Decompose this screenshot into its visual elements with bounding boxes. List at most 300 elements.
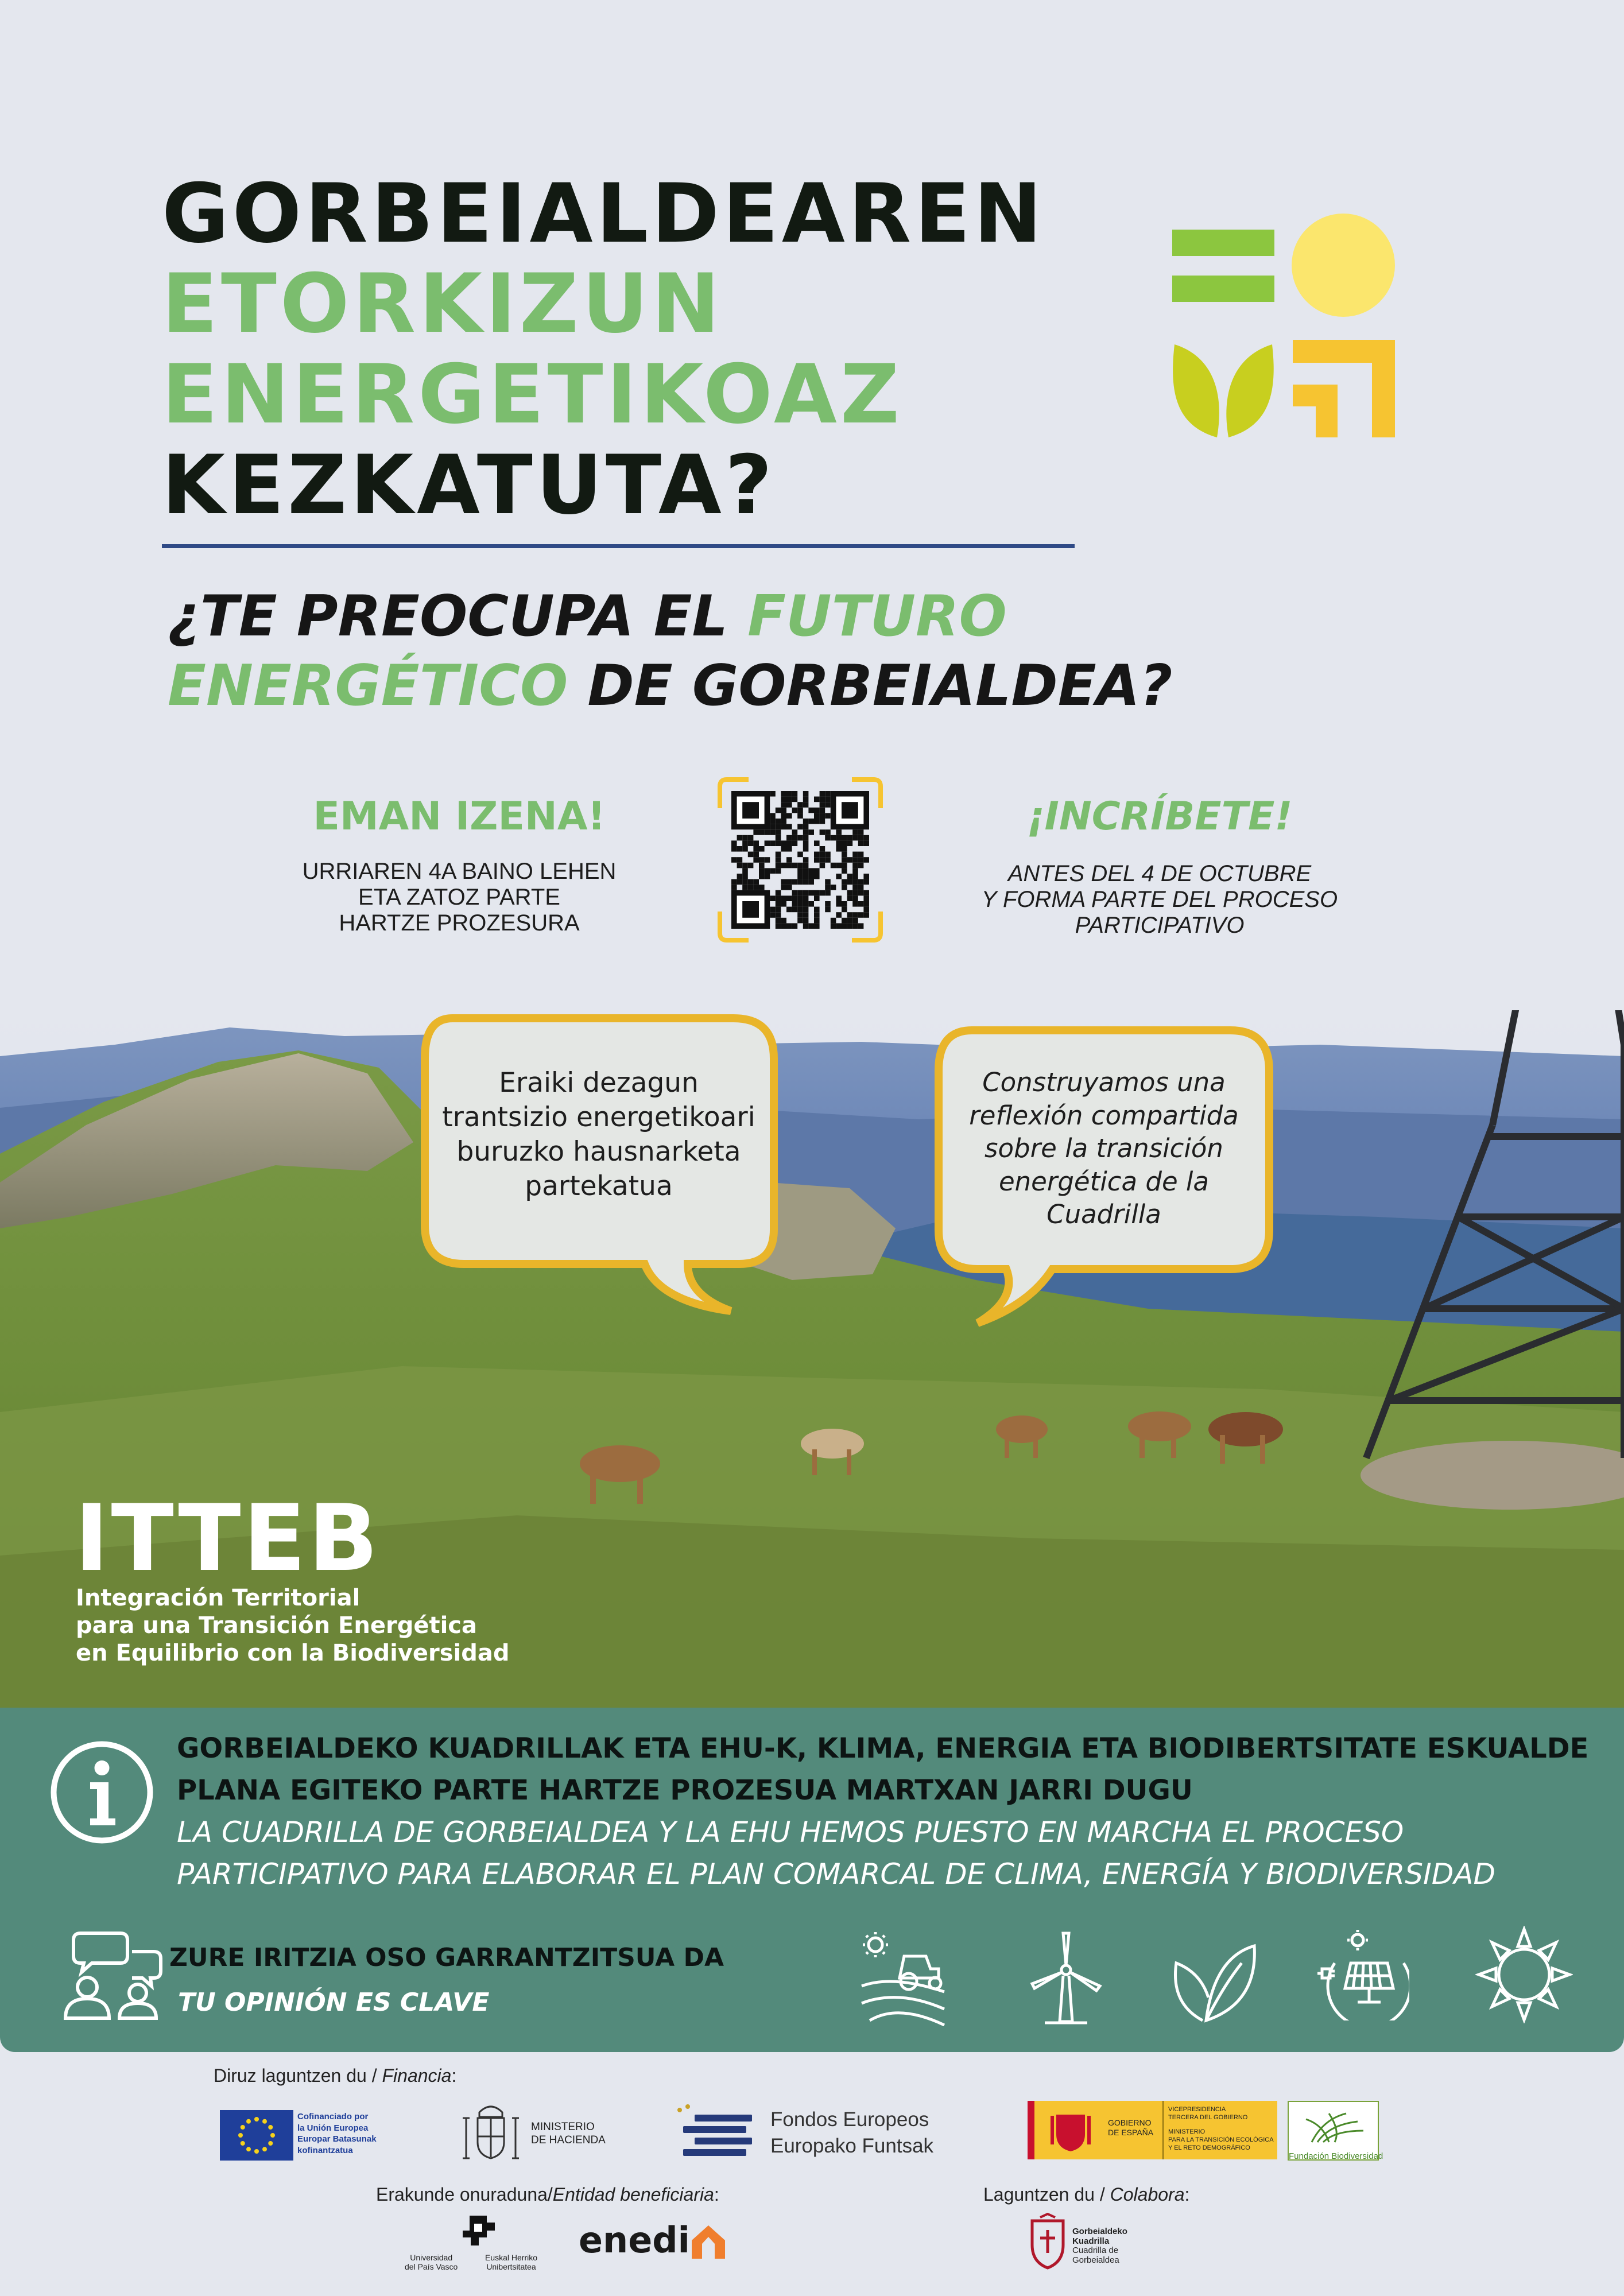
eu-star xyxy=(246,2147,251,2151)
gorbeialdea-line: Cuadrilla de xyxy=(1072,2245,1119,2255)
qr-module xyxy=(765,840,770,846)
qr-module xyxy=(825,797,831,802)
qr-finder xyxy=(842,802,858,819)
qr-module xyxy=(803,901,809,907)
qr-module xyxy=(776,912,781,918)
register-eu-line: ETA ZATOZ PARTE xyxy=(358,884,560,910)
qr-module xyxy=(842,885,847,890)
eu-star xyxy=(246,2119,251,2124)
qr-module xyxy=(742,885,748,890)
register-eu-line: URRIAREN 4A BAINO LEHEN xyxy=(302,859,617,884)
qr-module xyxy=(792,923,798,929)
headline-line-1: GORBEIALDEAREN xyxy=(162,166,1046,261)
qr-module xyxy=(825,802,831,808)
headline-line-4: KEZKATUTA? xyxy=(162,438,776,533)
qr-module xyxy=(831,918,836,924)
gorbeialdea-text xyxy=(1072,2227,1127,2265)
qr-module xyxy=(731,879,737,885)
qr-module xyxy=(776,819,781,824)
qr-module xyxy=(847,840,853,846)
qr-module xyxy=(825,879,831,885)
qr-module xyxy=(781,802,786,808)
info-eu-line-1: GORBEIALDEKO KUADRILLAK ETA EHU-K, KLIMA, ENERGIA ETA BIODIBERTSITATE ESKUALDE xyxy=(177,1732,1589,1764)
hacienda-line: DE HACIENDA xyxy=(531,2134,606,2146)
qr-module xyxy=(852,863,858,868)
fondos-line: Fondos Europeos xyxy=(770,2108,929,2131)
qr-module xyxy=(814,840,820,846)
bubble-es-line: energética de la xyxy=(998,1166,1210,1197)
qr-module xyxy=(820,857,825,863)
miteco-line: Y EL RETO DEMOGRÁFICO xyxy=(1168,2144,1250,2152)
qr-module xyxy=(781,797,786,802)
flag-stripe xyxy=(1034,2101,1041,2159)
collab-eu: Laguntzen du / xyxy=(983,2184,1110,2205)
qr-module xyxy=(786,802,792,808)
qr-module xyxy=(803,857,809,863)
qr-module xyxy=(770,813,776,819)
fondos-europeos-icon xyxy=(672,2104,758,2164)
qr-module xyxy=(776,829,781,835)
qr-module xyxy=(842,918,847,924)
qr-module xyxy=(792,840,798,846)
qr-module xyxy=(792,890,798,896)
qr-module xyxy=(825,885,831,890)
qr-module xyxy=(847,835,853,841)
qr-module xyxy=(786,895,792,901)
qr-module xyxy=(792,907,798,913)
qr-module xyxy=(858,835,864,841)
qr-module xyxy=(786,791,792,797)
speech-bubble-es xyxy=(940,1066,1268,1231)
qr-module xyxy=(753,885,759,890)
qr-module xyxy=(825,829,831,835)
info-es-line-1: LA CUADRILLA DE GORBEIALDEA Y LA EHU HEMOS PUESTO EN MARCHA EL PROCESO xyxy=(177,1816,1404,1849)
qr-module xyxy=(742,835,748,841)
qr-module xyxy=(825,852,831,858)
qr-module xyxy=(814,895,820,901)
qr-module xyxy=(814,813,820,819)
qr-module xyxy=(808,923,814,929)
qr-module xyxy=(753,879,759,885)
qr-module xyxy=(858,840,864,846)
qr-module xyxy=(776,918,781,924)
qr-module xyxy=(776,907,781,913)
qr-module xyxy=(737,874,743,879)
itteb-acronym: ITTEB xyxy=(75,1484,381,1592)
qr-module xyxy=(863,912,869,918)
qr-module xyxy=(803,874,809,879)
qr-module xyxy=(781,824,786,830)
qr-module xyxy=(803,912,809,918)
qr-module xyxy=(814,923,820,929)
qr-module xyxy=(836,895,842,901)
gorbeialdea-line: Kuadrilla xyxy=(1072,2236,1110,2246)
qr-module xyxy=(786,846,792,852)
qr-module xyxy=(842,907,847,913)
qr-module xyxy=(792,863,798,868)
qr-module xyxy=(797,895,803,901)
qr-module xyxy=(797,874,803,879)
qr-module xyxy=(748,863,754,868)
qr-module xyxy=(825,857,831,863)
qr-module xyxy=(858,901,864,907)
qr-module xyxy=(863,879,869,885)
qr-module xyxy=(770,819,776,824)
info-eu-line-2: PLANA EGITEKO PARTE HARTZE PROZESUA MARTXAN JARRI DUGU xyxy=(177,1774,1193,1806)
eu-logo-line: Europar Batasunak xyxy=(297,2134,377,2144)
qr-module xyxy=(781,923,786,929)
collab-label xyxy=(983,2184,1189,2205)
qr-module xyxy=(792,835,798,841)
qr-module xyxy=(863,840,869,846)
financing-es: Financia xyxy=(382,2065,452,2086)
qr-module xyxy=(770,824,776,830)
miteco-line: VICEPRESIDENCIA xyxy=(1168,2106,1226,2113)
qr-module xyxy=(803,846,809,852)
qr-module xyxy=(842,879,847,885)
bubble-eu-line: partekatua xyxy=(525,1170,673,1203)
qr-module xyxy=(852,852,858,858)
qr-module xyxy=(847,918,853,924)
itteb-line: para una Transición Energética xyxy=(76,1612,478,1639)
qr-module xyxy=(836,863,842,868)
qr-module xyxy=(814,907,820,913)
qr-module xyxy=(858,879,864,885)
upv-ehu-emblem-icon xyxy=(452,2211,504,2251)
qr-module xyxy=(797,863,803,868)
spain-coat-of-arms-icon xyxy=(459,2101,522,2165)
qr-module xyxy=(852,829,858,835)
qr-module xyxy=(759,863,765,868)
qr-module xyxy=(858,912,864,918)
qr-module xyxy=(803,890,809,896)
qr-module xyxy=(781,895,786,901)
qr-module xyxy=(842,835,847,841)
qr-module xyxy=(770,791,776,797)
qr-module xyxy=(808,808,814,813)
qr-module xyxy=(742,874,748,879)
qr-module xyxy=(797,802,803,808)
qr-module xyxy=(770,840,776,846)
enedi-house-icon xyxy=(692,2225,725,2259)
qr-module xyxy=(803,918,809,924)
qr-module xyxy=(847,895,853,901)
qr-module xyxy=(858,852,864,858)
qr-module xyxy=(753,840,759,846)
qr-module xyxy=(863,835,869,841)
qr-module xyxy=(748,852,754,858)
qr-module xyxy=(742,846,748,852)
gobierno-line: DE ESPAÑA xyxy=(1108,2127,1154,2137)
qr-module xyxy=(825,901,831,907)
qr-module xyxy=(792,829,798,835)
qr-module xyxy=(820,813,825,819)
qr-module xyxy=(820,802,825,808)
qr-module xyxy=(808,868,814,874)
qr-module xyxy=(803,840,809,846)
qr-module xyxy=(808,879,814,885)
qr-module xyxy=(737,835,743,841)
register-es-line: PARTICIPATIVO xyxy=(1075,912,1245,938)
fondos-text xyxy=(770,2107,933,2159)
miteco-line: MINISTERIO xyxy=(1168,2128,1206,2135)
people-talking-icon xyxy=(57,1929,166,2020)
qr-module xyxy=(847,879,853,885)
qr-module xyxy=(836,846,842,852)
qr-module xyxy=(836,829,842,835)
qr-module xyxy=(814,857,820,863)
logo-divider xyxy=(1162,2101,1164,2159)
bubble-eu-line: Eraiki dezagun xyxy=(499,1067,699,1099)
qr-module xyxy=(863,874,869,879)
headline-es-highlight: FUTURO xyxy=(747,584,1007,649)
qr-module xyxy=(858,890,864,896)
qr-module xyxy=(742,863,748,868)
fondos-line: Europako Funtsak xyxy=(770,2134,934,2157)
qr-module xyxy=(803,802,809,808)
qr-module xyxy=(786,824,792,830)
qr-module xyxy=(820,890,825,896)
qr-module xyxy=(748,835,754,841)
qr-module xyxy=(776,901,781,907)
eu-logo-text xyxy=(297,2111,377,2156)
headline-es-text: DE GORBEIALDEA? xyxy=(568,653,1173,719)
qr-module xyxy=(842,868,847,874)
qr-module xyxy=(858,923,864,929)
wind-turbine-icon xyxy=(1028,1930,1105,2027)
itteb-line: en Equilibrio con la Biodiversidad xyxy=(76,1640,510,1666)
upv-line: del País Vasco xyxy=(405,2262,458,2272)
qr-module xyxy=(797,868,803,874)
ehu-line: Euskal Herriko xyxy=(485,2253,538,2262)
eu-star xyxy=(238,2133,243,2138)
financing-eu: Diruz laguntzen du / xyxy=(214,2065,382,2086)
info-es-line-2: PARTICIPATIVO PARA ELABORAR EL PLAN COMARCAL DE CLIMA, ENERGÍA Y BIODIVERSIDAD xyxy=(177,1857,1495,1891)
qr-module xyxy=(748,840,754,846)
qr-module xyxy=(863,895,869,901)
qr-module xyxy=(820,829,825,835)
qr-module xyxy=(781,885,786,890)
qr-module xyxy=(786,879,792,885)
beneficiary-label xyxy=(376,2184,719,2205)
qr-module xyxy=(759,874,765,879)
register-es-title-text: ¡INCRÍBETE! xyxy=(1026,794,1293,839)
qr-module xyxy=(776,835,781,841)
qr-module xyxy=(852,890,858,896)
qr-module xyxy=(842,852,847,858)
beneficiary-colon: : xyxy=(714,2184,719,2205)
enedi-logo: enedi xyxy=(579,2219,690,2261)
qr-module xyxy=(781,901,786,907)
qr-module xyxy=(831,863,836,868)
qr-module xyxy=(748,879,754,885)
qr-module xyxy=(863,901,869,907)
speech-bubble-eu xyxy=(429,1066,768,1204)
qr-module xyxy=(781,840,786,846)
qr-module xyxy=(852,879,858,885)
eu-star xyxy=(262,2147,267,2151)
sun-icon xyxy=(1475,1926,1573,2023)
qr-module xyxy=(803,868,809,874)
eu-star xyxy=(268,2141,273,2146)
qr-module xyxy=(803,923,809,929)
beneficiary-es: Entidad beneficiaria xyxy=(552,2184,714,2205)
qr-module xyxy=(808,874,814,879)
qr-module xyxy=(808,819,814,824)
headline-es-line-1 xyxy=(168,584,1007,649)
qr-module xyxy=(792,901,798,907)
qr-module xyxy=(863,857,869,863)
qr-module xyxy=(858,829,864,835)
qr-module xyxy=(792,808,798,813)
qr-module xyxy=(786,797,792,802)
gobierno-line: GOBIERNO xyxy=(1108,2118,1152,2127)
qr-module xyxy=(753,852,759,858)
qr-module xyxy=(831,923,836,929)
qr-module xyxy=(759,885,765,890)
qr-module xyxy=(803,879,809,885)
register-es-title xyxy=(976,794,1343,839)
fundacion-biodiversidad-text: Fundación Biodiversidad xyxy=(1289,2151,1383,2161)
gorbeialdea-line: Gorbeialdea xyxy=(1072,2255,1119,2265)
qr-module xyxy=(776,923,781,929)
qr-module xyxy=(781,846,786,852)
qr-module xyxy=(770,895,776,901)
qr-module xyxy=(842,840,847,846)
qr-module xyxy=(792,791,798,797)
qr-module xyxy=(781,918,786,924)
qr-module xyxy=(776,895,781,901)
itteb-description xyxy=(76,1584,510,1667)
qr-module xyxy=(776,840,781,846)
qr-module xyxy=(753,846,759,852)
miteco-line: PARA LA TRANSICIÓN ECOLÓGICA xyxy=(1168,2136,1274,2143)
bubble-eu-line: trantsizio energetikoari xyxy=(442,1102,755,1134)
gorbeialdea-shield-icon xyxy=(1028,2213,1068,2270)
qr-module xyxy=(781,819,786,824)
qr-module xyxy=(814,808,820,813)
qr-module xyxy=(814,868,820,874)
leaf-icon xyxy=(1168,1940,1257,2023)
qr-code[interactable] xyxy=(716,776,884,944)
qr-module xyxy=(814,874,820,879)
miteco-line: TERCERA DEL GOBIERNO xyxy=(1168,2114,1248,2122)
qr-module xyxy=(731,885,737,890)
qr-module xyxy=(742,879,748,885)
hacienda-line: MINISTERIO xyxy=(531,2121,595,2133)
bubble-es-line: reflexión compartida xyxy=(969,1100,1239,1131)
qr-module xyxy=(803,797,809,802)
qr-module xyxy=(737,857,743,863)
qr-finder xyxy=(742,802,759,819)
qr-module xyxy=(836,874,842,879)
qr-module xyxy=(858,885,864,890)
qr-module xyxy=(858,857,864,863)
qr-module xyxy=(776,824,781,830)
qr-module xyxy=(814,819,820,824)
opinion-eu: ZURE IRITZIA OSO GARRANTZITSUA DA xyxy=(169,1943,724,1972)
eu-stars-icon xyxy=(220,2110,293,2161)
gorbeialdea-line: Gorbeialdeko xyxy=(1072,2227,1127,2236)
qr-module xyxy=(825,907,831,913)
qr-module xyxy=(803,829,809,835)
qr-module xyxy=(852,868,858,874)
eu-star xyxy=(262,2119,267,2124)
qr-module xyxy=(847,857,853,863)
qr-module xyxy=(759,868,765,874)
qr-module xyxy=(759,857,765,863)
qr-module xyxy=(836,835,842,841)
eu-logo-line: la Unión Europea xyxy=(297,2123,369,2133)
hacienda-text xyxy=(531,2121,606,2147)
qr-module xyxy=(797,879,803,885)
qr-module xyxy=(863,890,869,896)
qr-module xyxy=(847,890,853,896)
register-eu-line: HARTZE PROZESURA xyxy=(339,910,580,936)
qr-module xyxy=(792,895,798,901)
qr-module xyxy=(765,868,770,874)
qr-module xyxy=(842,901,847,907)
qr-module xyxy=(765,857,770,863)
spain-shield-icon xyxy=(1051,2109,1091,2152)
qr-module xyxy=(814,918,820,924)
qr-module xyxy=(786,835,792,841)
qr-module xyxy=(797,890,803,896)
qr-module xyxy=(803,824,809,830)
qr-module xyxy=(803,863,809,868)
qr-module xyxy=(820,852,825,858)
eu-flag-icon xyxy=(220,2110,293,2161)
qr-module xyxy=(759,846,765,852)
eu-logo-line: Cofinanciado por xyxy=(297,2112,369,2122)
qr-module xyxy=(831,835,836,841)
qr-module xyxy=(825,813,831,819)
register-eu-text xyxy=(281,859,637,936)
qr-module xyxy=(852,912,858,918)
qr-module xyxy=(863,907,869,913)
qr-module xyxy=(765,874,770,879)
qr-module xyxy=(753,857,759,863)
gobierno-espana-logo xyxy=(1028,2101,1277,2159)
qr-module xyxy=(847,912,853,918)
qr-module xyxy=(770,912,776,918)
qr-module xyxy=(776,863,781,868)
qr-module xyxy=(797,852,803,858)
qr-module xyxy=(808,890,814,896)
gobierno-text xyxy=(1108,2118,1153,2138)
qr-module xyxy=(797,907,803,913)
qr-module xyxy=(847,874,853,879)
eu-star xyxy=(241,2141,245,2146)
qr-module xyxy=(836,901,842,907)
qr-module xyxy=(737,863,743,868)
bubble-eu-line: buruzko hausnarketa xyxy=(456,1136,741,1168)
qr-module xyxy=(852,895,858,901)
collab-colon: : xyxy=(1184,2184,1190,2205)
collab-es: Colabora xyxy=(1110,2184,1185,2205)
bubble-es-line: Construyamos una xyxy=(982,1067,1226,1097)
qr-module xyxy=(820,791,825,797)
qr-module xyxy=(797,918,803,924)
ehu-line: Unibertsitatea xyxy=(486,2262,536,2272)
beneficiary-eu: Erakunde onuraduna/ xyxy=(376,2184,553,2205)
qr-module xyxy=(842,863,847,868)
qr-module xyxy=(797,912,803,918)
qr-module xyxy=(808,829,814,835)
qr-module xyxy=(742,868,748,874)
qr-module xyxy=(781,791,786,797)
miteco-text xyxy=(1168,2105,1274,2152)
